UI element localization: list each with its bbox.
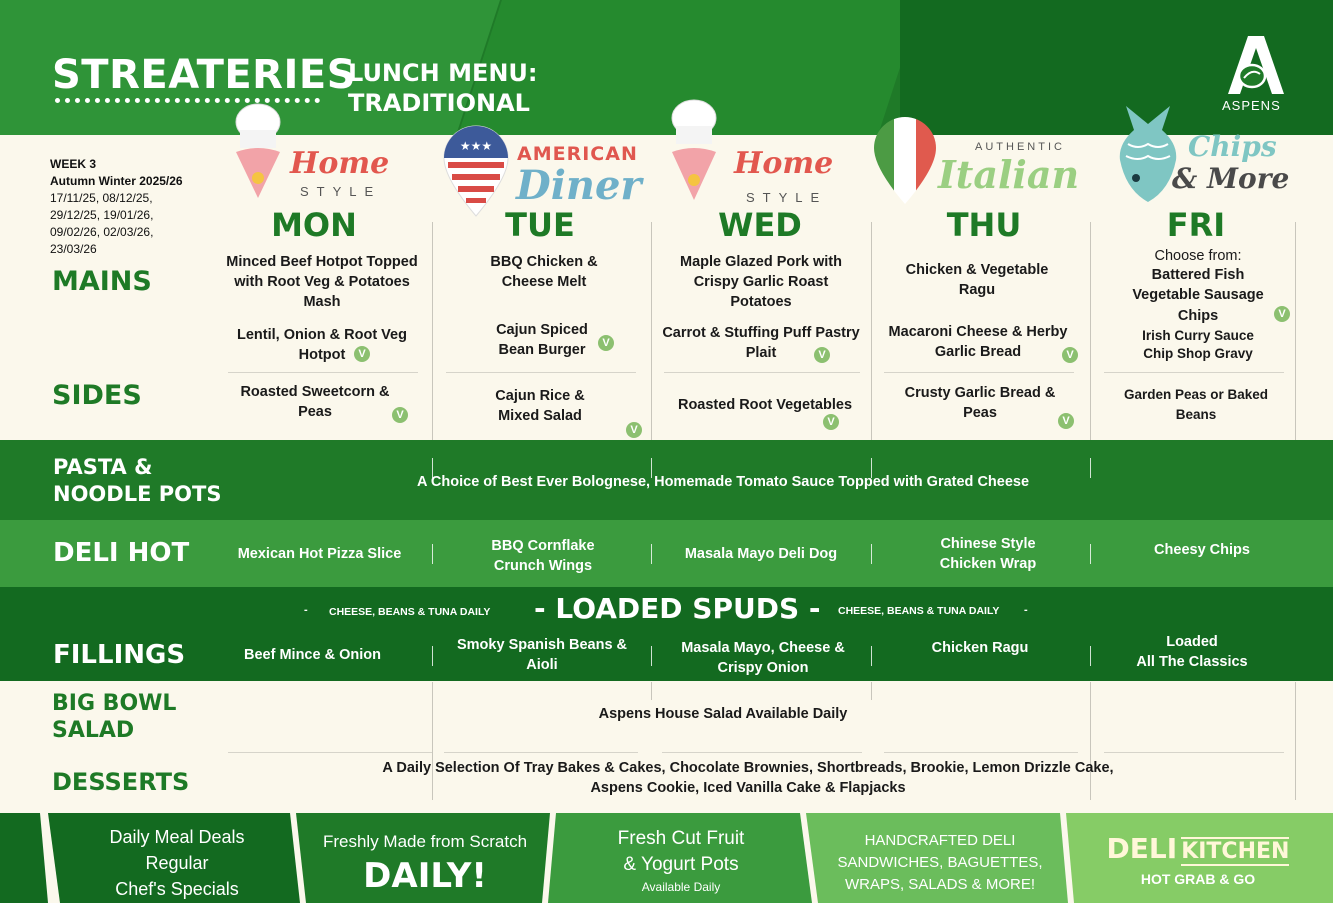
- footer-text: Daily Meal Deals: [109, 827, 245, 847]
- side-tue: Cajun Rice & Mixed Salad: [495, 388, 585, 424]
- footer-deli-kitchen: [1080, 832, 1316, 903]
- row-divider: [228, 752, 432, 753]
- vegetarian-icon: V: [1274, 306, 1290, 322]
- main-mon-1: Minced Beef Hotpot Topped with Root Veg & Potatoes Mash: [226, 254, 418, 310]
- salad-text: Aspens House Salad Available Daily: [598, 706, 848, 722]
- vegetarian-icon: V: [823, 414, 839, 430]
- main-fri-2: Vegetable Sausage: [1132, 287, 1264, 303]
- vegetarian-icon: V: [1062, 347, 1078, 363]
- main-fri-intro: Choose from:: [1154, 248, 1242, 264]
- theme-wed-title: Home: [734, 146, 834, 181]
- theme-thu-title: AUTHENTIC: [975, 141, 1065, 153]
- footer-text: DAILY!: [363, 856, 487, 896]
- fillings-label: FILLINGS: [53, 640, 186, 670]
- vegetarian-icon: V: [392, 407, 408, 423]
- row-divider: [1104, 372, 1284, 373]
- spuds-note-dash: -: [1024, 604, 1028, 616]
- salad-label-line2: SALAD: [52, 718, 135, 743]
- pasta-text: A Choice of Best Ever Bolognese, Homemade Tomato Sauce Topped with Grated Cheese: [416, 474, 1030, 490]
- column-divider: [1295, 682, 1296, 800]
- footer-freshly-made: [310, 832, 540, 903]
- main-wed-2: Carrot & Stuffing Puff Pastry Plait: [662, 325, 860, 361]
- column-divider: [1090, 646, 1091, 666]
- deli-fri: Cheesy Chips: [1154, 542, 1250, 558]
- spuds-title: - LOADED SPUDS -: [534, 592, 821, 625]
- main-thu-1: Chicken & Vegetable Ragu: [905, 262, 1049, 298]
- theme-mon-title: Home: [290, 146, 390, 181]
- row-divider: [444, 752, 638, 753]
- filling-mon: Beef Mince & Onion: [244, 647, 381, 663]
- desserts-label: DESSERTS: [52, 768, 190, 796]
- day-heading-tue: TUE: [505, 206, 575, 244]
- pasta-label-line1: PASTA &: [53, 455, 153, 479]
- footer-fruit: [574, 826, 788, 903]
- footer-text: Freshly Made from Scratch: [322, 832, 528, 851]
- side-mon: Roasted Sweetcorn & Peas: [240, 384, 390, 420]
- theme-fri-title: Chips: [1188, 130, 1277, 163]
- column-divider: [651, 646, 652, 666]
- salad-label: [52, 690, 176, 744]
- week-title: WEEK 3: [50, 157, 97, 171]
- spuds-note-dash: -: [304, 604, 308, 616]
- deli-kitchen-logo-part1: DELI: [1106, 832, 1178, 865]
- main-fri-5: Chip Shop Gravy: [1143, 346, 1253, 361]
- main-fri-3: Chips: [1177, 308, 1219, 324]
- chef-hat-icon: [228, 100, 288, 212]
- row-divider: [884, 372, 1074, 373]
- us-flag-pin-icon: [440, 122, 512, 218]
- footer-text: WRAPS, SALADS & MORE!: [844, 876, 1036, 893]
- vegetarian-icon: V: [626, 422, 642, 438]
- main-fri-1: Battered Fish: [1151, 267, 1245, 283]
- aspens-logo-icon: [1226, 34, 1286, 96]
- footer-text: Chef's Specials: [115, 879, 239, 899]
- salad-label-line1: BIG BOWL: [52, 691, 177, 716]
- theme-fri-sub: & More: [1172, 162, 1290, 195]
- row-divider: [662, 752, 862, 753]
- column-divider: [1090, 544, 1091, 564]
- week-dates: 09/02/26, 02/03/26,: [50, 225, 154, 239]
- week-dates: 17/11/25, 08/12/25,: [50, 191, 153, 205]
- theme-wed-sub: STYLE: [746, 190, 828, 205]
- vegetarian-icon: V: [1058, 413, 1074, 429]
- main-tue-2: Cajun Spiced Bean Burger: [496, 322, 588, 358]
- footer-deli-sandwiches: [826, 830, 1054, 903]
- mains-label: MAINS: [52, 266, 152, 297]
- desserts-line2: Aspens Cookie, Iced Vanilla Cake & Flapjacks: [590, 780, 906, 796]
- menu-title-line1: LUNCH MENU:: [348, 59, 538, 87]
- theme-thu-sub: Italian: [938, 152, 1080, 197]
- footer-text: SANDWICHES, BAGUETTES,: [837, 854, 1043, 871]
- day-heading-thu: THU: [946, 206, 1022, 244]
- side-fri: Garden Peas or Baked Beans: [1123, 387, 1269, 422]
- deli-kitchen-logo-part2: KITCHEN: [1181, 839, 1290, 864]
- deli-tue: BBQ Cornflake Crunch Wings: [491, 538, 595, 574]
- aspens-logo-text: ASPENS: [1222, 98, 1281, 113]
- menu-title-line2: TRADITIONAL: [348, 89, 530, 117]
- footer-text: Regular: [145, 853, 209, 873]
- brand-title: STREATERIES: [52, 52, 356, 98]
- day-heading-mon: MON: [271, 206, 357, 244]
- sides-label: SIDES: [52, 380, 142, 411]
- filling-wed: Masala Mayo, Cheese & Crispy Onion: [681, 640, 845, 676]
- column-divider: [871, 682, 872, 700]
- day-heading-wed: WED: [718, 206, 802, 244]
- week-dates: 29/12/25, 19/01/26,: [50, 208, 154, 222]
- column-divider: [871, 222, 872, 440]
- chef-hat-icon: [664, 96, 724, 218]
- week-dates: 23/03/26: [50, 242, 97, 256]
- main-fri-4: Irish Curry Sauce: [1142, 328, 1254, 343]
- column-divider: [871, 544, 872, 564]
- row-divider: [446, 372, 636, 373]
- row-divider: [884, 752, 1078, 753]
- column-divider: [1090, 222, 1091, 440]
- footer-text: Fresh Cut Fruit: [617, 828, 745, 849]
- side-wed: Roasted Root Vegetables: [677, 397, 853, 413]
- deli-thu: Chinese Style Chicken Wrap: [939, 536, 1037, 572]
- footer-text: & Yogurt Pots: [623, 854, 739, 875]
- deli-hot-label: DELI HOT: [53, 538, 190, 568]
- pasta-label-line2: NOODLE POTS: [53, 482, 222, 506]
- day-heading-fri: FRI: [1166, 206, 1226, 244]
- column-divider: [432, 646, 433, 666]
- deli-mon: Mexican Hot Pizza Slice: [237, 546, 402, 562]
- filling-thu: Chicken Ragu: [931, 640, 1029, 656]
- footer-meal-deals: [70, 824, 284, 903]
- spuds-note-right: CHEESE, BEANS & TUNA DAILY: [838, 605, 1000, 617]
- filling-fri-2: All The Classics: [1136, 654, 1248, 670]
- column-divider: [651, 544, 652, 564]
- column-divider: [871, 646, 872, 666]
- italy-flag-pin-icon: [872, 116, 938, 206]
- theme-tue-sub: Diner: [516, 162, 642, 209]
- main-tue-1: BBQ Chicken & Cheese Melt: [490, 254, 598, 290]
- theme-mon-sub: STYLE: [300, 184, 382, 199]
- row-divider: [228, 372, 418, 373]
- pasta-label: [53, 454, 221, 508]
- menu-title: [348, 58, 538, 118]
- column-divider: [432, 222, 433, 440]
- column-divider: [432, 544, 433, 564]
- footer-text: Available Daily: [641, 880, 721, 894]
- week-season: Autumn Winter 2025/26: [50, 174, 183, 188]
- week-info: [50, 156, 183, 258]
- main-mon-2: Lentil, Onion & Root Veg Hotpot: [237, 327, 407, 363]
- filling-fri-1: Loaded: [1166, 634, 1218, 650]
- main-wed-1: Maple Glazed Pork with Crispy Garlic Roast Potatoes: [680, 254, 842, 310]
- footer-text: HOT GRAB & GO: [1140, 871, 1256, 887]
- theme-tue-title: AMERICAN: [517, 143, 638, 165]
- row-divider: [1104, 752, 1284, 753]
- side-thu: Crusty Garlic Bread & Peas: [904, 385, 1056, 421]
- footer-text: HANDCRAFTED DELI: [864, 832, 1016, 849]
- column-divider: [651, 682, 652, 700]
- spuds-note-left: CHEESE, BEANS & TUNA DAILY: [329, 606, 491, 618]
- deli-wed: Masala Mayo Deli Dog: [684, 546, 838, 562]
- vegetarian-icon: V: [814, 347, 830, 363]
- filling-tue: Smoky Spanish Beans & Aioli: [456, 637, 628, 673]
- svg-text:★★★: ★★★: [459, 139, 493, 153]
- desserts-line1: A Daily Selection Of Tray Bakes & Cakes, Chocolate Brownies, Shortbreads, Brookie, Lemon Drizzle Cake,: [382, 760, 1114, 776]
- vegetarian-icon: V: [598, 335, 614, 351]
- row-divider: [664, 372, 860, 373]
- vegetarian-icon: V: [354, 346, 370, 362]
- main-thu-2: Macaroni Cheese & Herby Garlic Bread: [888, 324, 1068, 360]
